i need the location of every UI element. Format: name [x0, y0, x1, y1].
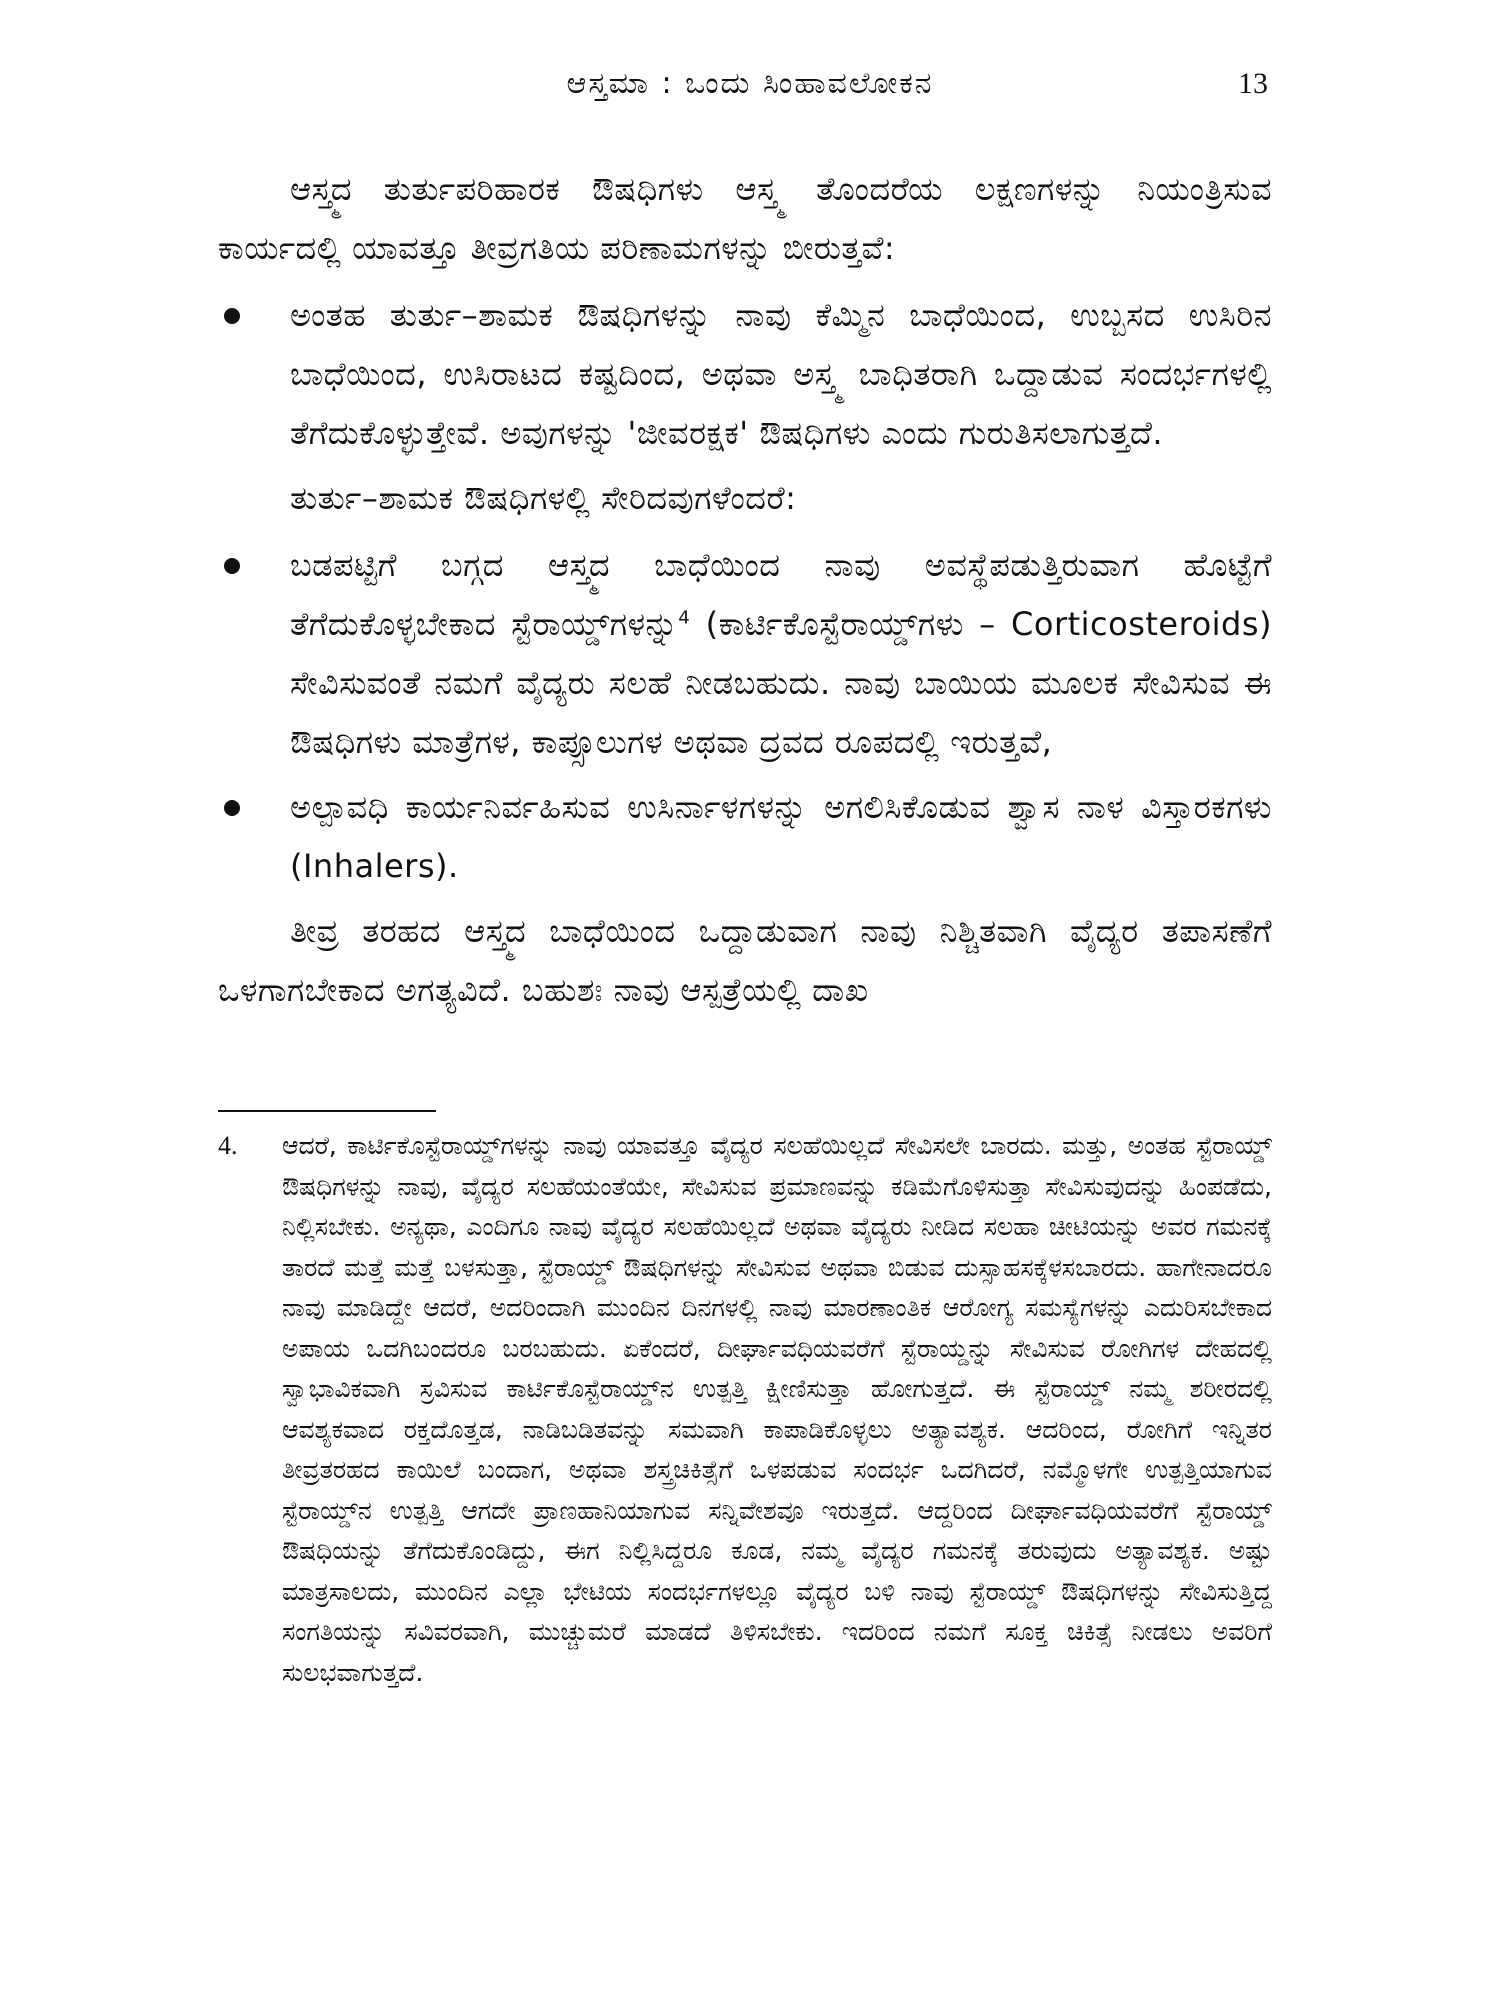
page-number: 13: [1238, 67, 1268, 100]
bullet-list-1: [218, 286, 1272, 463]
footnote-reference: 4: [678, 607, 691, 629]
closing-paragraph: ತೀವ್ರ ತರಹದ ಆಸ್ತ್ಮದ ಬಾಧೆಯಿಂದ ಒದ್ದಾಡುವಾಗ ನಾವು ನಿಶ್ಚಿತವಾಗಿ ವೈದ್ಯರ ತಪಾಸಣೆಗೆ ಒಳಗಾಗಬೇಕಾದ ಅಗತ್ಯವಿದೆ. ಬಹುಶಃ ನಾವು ಆಸ್ಪತ್ರೆಯಲ್ಲಿ ದಾಖ: [218, 912, 1272, 1009]
main-body: [218, 160, 1272, 1028]
footnote-divider: [218, 1110, 436, 1112]
bullet-dot: [224, 800, 240, 816]
list-item-text-part2: (ಕಾರ್ಟಿಕೊಸ್ಟೆರಾಯ್ಡ್‌ಗಳು – Corticosteroids) ಸೇವಿಸುವಂತೆ ನಮಗೆ ವೈದ್ಯರು ಸಲಹೆ ನೀಡಬಹುದು. ನಾವು ಬಾಯಿಯ ಮೂಲಕ ಸೇವಿಸುವ ಈ ಔಷಧಿಗಳು ಮಾತ್ರೆಗಳ, ಕಾಪ್ಸೂಲುಗಳ ಅಥವಾ ದ್ರವದ ರೂಪದಲ್ಲಿ ಇರುತ್ತವೆ,: [290, 605, 1273, 761]
list-item-text-part1: ಬಡಪಟ್ಟಿಗೆ ಬಗ್ಗದ ಆಸ್ತ್ಮದ ಬಾಧೆಯಿಂದ ನಾವು ಅವಸ್ಥೆಪಡುತ್ತಿರುವಾಗ ಹೊಟ್ಟೆಗೆ ತೆಗೆದುಕೊಳ್ಳಬೇಕಾದ ಸ್ಟೆರಾಯ್ಡ್‌ಗಳನ್ನು: [290, 546, 1272, 643]
bullet-dot: [224, 308, 240, 324]
list-item: [218, 286, 1272, 463]
list-item-text: ಅಂತಹ ತುರ್ತು–ಶಾಮಕ ಔಷಧಿಗಳನ್ನು ನಾವು ಕೆಮ್ಮಿನ ಬಾಧೆಯಿಂದ, ಉಬ್ಬಸದ ಉಸಿರಿನ ಬಾಧೆಯಿಂದ, ಉಸಿರಾಟದ ಕಷ್ಟದಿಂದ, ಅಥವಾ ಅಸ್ತ್ಮ ಬಾಧಿತರಾಗಿ ಒದ್ದಾಡುವ ಸಂದರ್ಭಗಳಲ್ಲಿ ತೆಗೆದುಕೊಳ್ಳುತ್ತೇವೆ. ಅವುಗಳನ್ನು 'ಜೀವರಕ್ಷಕ' ಔಷಧಿಗಳು ಎಂದು ಗುರುತಿಸಲಾಗುತ್ತದೆ.: [290, 296, 1272, 452]
list-item: [218, 778, 1272, 896]
footnote-text: ಆದರೆ, ಕಾರ್ಟಿಕೊಸ್ಟೆರಾಯ್ಡ್‌ಗಳನ್ನು ನಾವು ಯಾವತ್ತೂ ವೈದ್ಯರ ಸಲಹೆಯಿಲ್ಲದೆ ಸೇವಿಸಲೇ ಬಾರದು. ಮತ್ತು, ಅಂತಹ ಸ್ಟೆರಾಯ್ಡ್ ಔಷಧಿಗಳನ್ನು ನಾವು, ವೈದ್ಯರ ಸಲಹೆಯಂತೆಯೇ, ಸೇವಿಸುವ ಪ್ರಮಾಣವನ್ನು ಕಡಿಮೆಗೊಳಿಸುತ್ತಾ ಸೇವಿಸುವುದನ್ನು ಹಿಂಪಡೆದು, ನಿಲ್ಲಿಸಬೇಕು. ಅನ್ಯಥಾ, ಎಂದಿಗೂ ನಾವು ವೈದ್ಯರ ಸಲಹೆಯಿಲ್ಲದೆ ಅಥವಾ ವೈದ್ಯರು ನೀಡಿದ ಸಲಹಾ ಚೀಟಿಯನ್ನು ಅವರ ಗಮನಕ್ಕೆ ತಾರದೆ ಮತ್ತೆ ಮತ್ತೆ ಬಳಸುತ್ತಾ, ಸ್ಟೆರಾಯ್ಡ್ ಔಷಧಿಗಳನ್ನು ಸೇವಿಸುವ ಅಥವಾ ಬಿಡುವ ದುಸ್ಸಾಹಸಕ್ಕೆಳಸಬಾರದು. ಹಾಗೇನಾದರೂ ನಾವು ಮಾಡಿದ್ದೇ ಆದರೆ, ಅದರಿಂದಾಗಿ ಮುಂದಿನ ದಿನಗಳಲ್ಲಿ ನಾವು ಮಾರಣಾಂತಿಕ ಆರೋಗ್ಯ ಸಮಸ್ಯೆಗಳನ್ನು ಎದುರಿಸಬೇಕಾದ ಅಪಾಯ ಒದಗಿಬಂದರೂ ಬರಬಹುದು. ಏಕೆಂದರೆ, ದೀರ್ಘಾವಧಿಯವರೆಗೆ ಸ್ಟೆರಾಯ್ಡನ್ನು ಸೇವಿಸುವ ರೋಗಿಗಳ ದೇಹದಲ್ಲಿ ಸ್ವಾಭಾವಿಕವಾಗಿ ಸ್ರವಿಸುವ ಕಾರ್ಟಿಕೊಸ್ಟೆರಾಯ್ಡ್‌ನ ಉತ್ಪತ್ತಿ ಕ್ಷೀಣಿಸುತ್ತಾ ಹೋಗುತ್ತದೆ. ಈ ಸ್ಟೆರಾಯ್ಡ್ ನಮ್ಮ ಶರೀರದಲ್ಲಿ ಆವಶ್ಯಕವಾದ ರಕ್ತದೊತ್ತಡ, ನಾಡಿಬಡಿತವನ್ನು ಸಮವಾಗಿ ಕಾಪಾಡಿಕೊಳ್ಳಲು ಅತ್ಯಾವಶ್ಯಕ. ಆದರಿಂದ, ರೋಗಿಗೆ ಇನ್ನಿತರ ತೀವ್ರತರಹದ ಕಾಯಿಲೆ ಬಂದಾಗ, ಅಥವಾ ಶಸ್ತ್ರಚಿಕಿತ್ಸೆಗೆ ಒಳಪಡುವ ಸಂದರ್ಭ ಒದಗಿದರೆ, ನಮ್ಮೊಳಗೇ ಉತ್ಪತ್ತಿಯಾಗುವ ಸ್ಟೆರಾಯ್ಡ್‌ನ ಉತ್ಪತ್ತಿ ಆಗದೇ ಪ್ರಾಣಹಾನಿಯಾಗುವ ಸನ್ನಿವೇಶವೂ ಇರುತ್ತದೆ. ಆದ್ದರಿಂದ ದೀರ್ಘಾವಧಿಯವರೆಗೆ ಸ್ಟೆರಾಯ್ಡ್ ಔಷಧಿಯನ್ನು ತೆಗೆದುಕೊಂಡಿದ್ದು, ಈಗ ನಿಲ್ಲಿಸಿದ್ದರೂ ಕೂಡ, ನಮ್ಮ ವೈದ್ಯರ ಗಮನಕ್ಕೆ ತರುವುದು ಅತ್ಯಾವಶ್ಯಕ. ಅಷ್ಟು ಮಾತ್ರಸಾಲದು, ಮುಂದಿನ ಎಲ್ಲಾ ಭೇಟಿಯ ಸಂದರ್ಭಗಳಲ್ಲೂ ವೈದ್ಯರ ಬಳಿ ನಾವು ಸ್ಟೆರಾಯ್ಡ್ ಔಷಧಿಗಳನ್ನು ಸೇವಿಸುತ್ತಿದ್ದ ಸಂಗತಿಯನ್ನು ಸವಿವರವಾಗಿ, ಮುಚ್ಚುಮರೆ ಮಾಡದೆ ತಿಳಿಸಬೇಕು. ಇದರಿಂದ ನಮಗೆ ಸೂಕ್ತ ಚಿಕಿತ್ಸೆ ನೀಡಲು ಅವರಿಗೆ ಸುಲಭವಾಗುತ್ತದೆ.: [282, 1131, 1272, 1687]
list-item-text: ಅಲ್ಪಾವಧಿ ಕಾರ್ಯನಿರ್ವಹಿಸುವ ಉಸಿರ್ನಾಳಗಳನ್ನು ಅಗಲಿಸಿಕೊಡುವ ಶ್ವಾಸ ನಾಳ ವಿಸ್ತಾರಕಗಳು (Inhalers).: [290, 788, 1272, 885]
footnote-number: 4.: [218, 1131, 238, 1160]
running-header: [0, 62, 1500, 106]
bullet-dot: [224, 558, 240, 574]
bullet-list-2: [218, 536, 1272, 896]
sub-heading: ತುರ್ತು–ಶಾಮಕ ಔಷಧಿಗಳಲ್ಲಿ ಸೇರಿದವುಗಳೆಂದರೆ:: [290, 479, 797, 517]
footnote: [218, 1126, 1272, 1693]
running-title: ಆಸ್ತಮಾ : ಒಂದು ಸಿಂಹಾವಲೋಕನ: [566, 66, 934, 101]
list-item: [218, 536, 1272, 772]
intro-paragraph: ಆಸ್ತ್ಮದ ತುರ್ತುಪರಿಹಾರಕ ಔಷಧಿಗಳು ಆಸ್ತ್ಮ ತೊಂದರೆಯ ಲಕ್ಷಣಗಳನ್ನು ನಿಯಂತ್ರಿಸುವ ಕಾರ್ಯದಲ್ಲಿ ಯಾವತ್ತೂ ತೀವ್ರಗತಿಯ ಪರಿಣಾಮಗಳನ್ನು ಬೀರುತ್ತವೆ:: [218, 170, 1272, 267]
